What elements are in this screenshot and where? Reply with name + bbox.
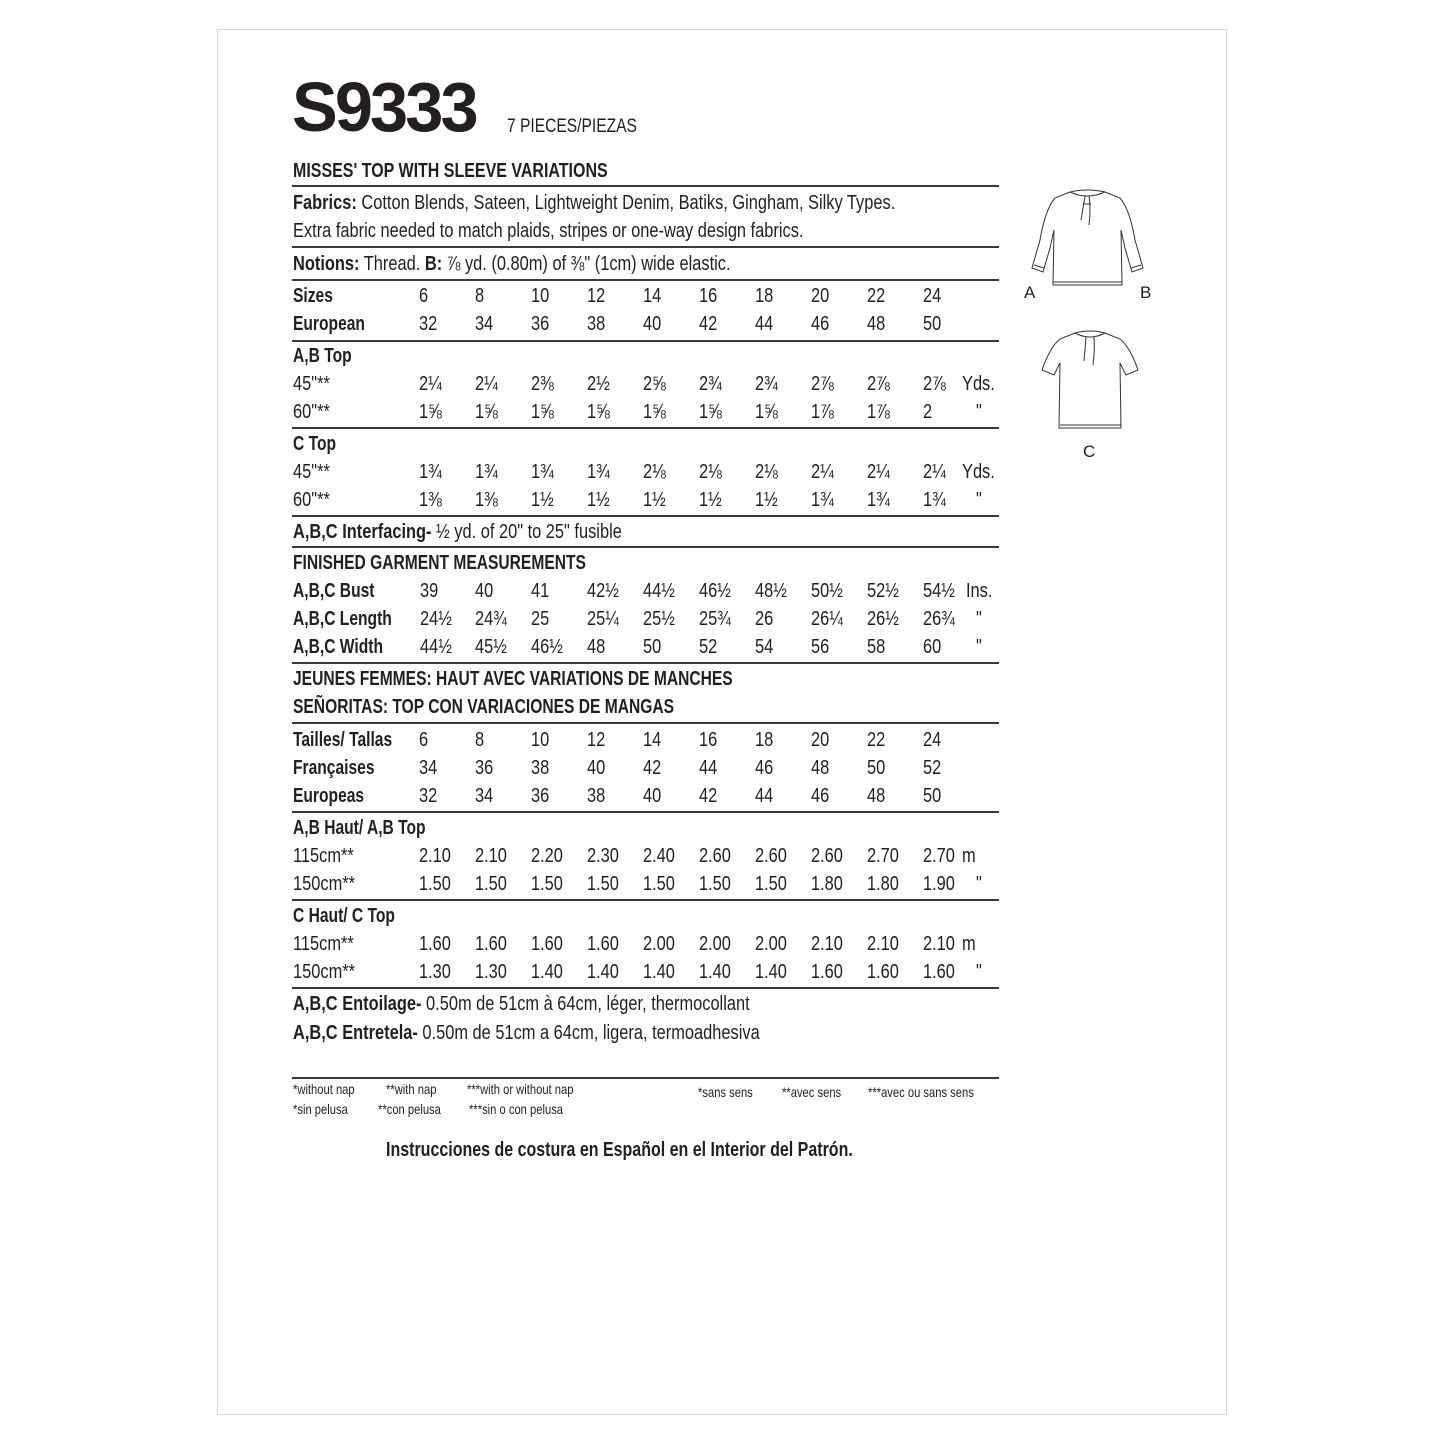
fabrics-note: Extra fabric needed to match plaids, stripes or one-way design fabrics. (293, 220, 804, 242)
table-cell: 1⅝ (475, 401, 498, 423)
table-cell: 40 (643, 785, 662, 807)
ab-haut-label: A,B Haut/ A,B Top (293, 817, 426, 839)
table-cell: 2.10 (475, 845, 507, 867)
table-cell: 1.50 (531, 873, 563, 895)
table-cell: 1.40 (699, 961, 731, 983)
table-cell: 46½ (531, 636, 563, 658)
table-cell: 6 (419, 729, 429, 751)
table-cell: 2⅞ (811, 373, 834, 395)
unit-label: " (976, 961, 982, 983)
table-cell: 2.30 (587, 845, 619, 867)
table-cell: 1½ (755, 489, 778, 511)
row-label: 115cm** (293, 933, 354, 955)
table-cell: 2.10 (867, 933, 899, 955)
table-cell: 52 (923, 757, 942, 779)
table-cell: 2¾ (755, 373, 778, 395)
fabrics-label: Fabrics: (293, 192, 357, 214)
row-label: 60"** (293, 401, 330, 423)
row-label: 150cm** (293, 961, 355, 983)
table-cell: 42 (699, 313, 718, 335)
notions-text-b: ⅞ yd. (0.80m) of ⅜" (1cm) wide elastic. (446, 253, 731, 275)
table-cell: 1⅝ (419, 401, 442, 423)
table-cell: 50½ (811, 580, 843, 602)
table-cell: 2¾ (699, 373, 722, 395)
table-cell: 58 (867, 636, 886, 658)
table-cell: 1¾ (811, 489, 834, 511)
table-cell: 2⅛ (755, 461, 778, 483)
table-cell: 1⅜ (475, 489, 498, 511)
table-cell: 46 (811, 785, 830, 807)
table-cell: 42 (643, 757, 662, 779)
table-cell: 45½ (475, 636, 507, 658)
table-cell: 2.70 (867, 845, 899, 867)
notions-label: Notions: (293, 253, 360, 275)
short-sleeve-top-sketch-icon (1040, 325, 1140, 435)
table-cell: 2.10 (923, 933, 955, 955)
table-cell: 1.50 (419, 873, 451, 895)
table-cell: 2 (923, 401, 933, 423)
view-label-b: B (1140, 283, 1152, 302)
footnote-french: ***avec ou sans sens (868, 1084, 974, 1100)
divider (292, 279, 999, 281)
table-cell: 16 (699, 729, 718, 751)
table-cell: 8 (475, 729, 485, 751)
unit-label: " (976, 636, 982, 658)
unit-label: " (976, 401, 982, 423)
row-label: 60"** (293, 489, 330, 511)
table-cell: 44½ (643, 580, 675, 602)
table-cell: 36 (531, 313, 550, 335)
table-cell: 24½ (420, 608, 452, 630)
ab-top-label: A,B Top (293, 345, 352, 367)
table-cell: 2.40 (643, 845, 675, 867)
table-cell: 2⅞ (867, 373, 890, 395)
table-cell: 2¼ (923, 461, 946, 483)
table-cell: 54 (755, 636, 774, 658)
table-cell: 1.60 (811, 961, 843, 983)
table-cell: 12 (587, 729, 606, 751)
table-cell: 2¼ (811, 461, 834, 483)
footnote-english: *without nap (293, 1081, 355, 1097)
view-label-c: C (1083, 442, 1096, 461)
table-cell: 14 (643, 729, 662, 751)
table-cell: 2⅛ (643, 461, 666, 483)
table-cell: 38 (587, 785, 606, 807)
table-cell: 2.70 (923, 845, 955, 867)
table-cell: 10 (531, 285, 550, 307)
table-cell: 2⅛ (699, 461, 722, 483)
table-cell: 25¾ (699, 608, 731, 630)
unit-label: " (976, 489, 982, 511)
sizes-label: Sizes (293, 285, 333, 307)
table-cell: 1.50 (699, 873, 731, 895)
table-cell: 1⅝ (531, 401, 554, 423)
table-cell: 26½ (867, 608, 899, 630)
finished-measurements-title: FINISHED GARMENT MEASUREMENTS (293, 552, 586, 574)
table-cell: 22 (867, 285, 886, 307)
table-cell: 1.30 (419, 961, 451, 983)
table-cell: 1⅞ (811, 401, 834, 423)
europeas-label: Europeas (293, 785, 365, 807)
table-cell: 1½ (699, 489, 722, 511)
table-cell: 1⅜ (419, 489, 442, 511)
table-cell: 2.10 (811, 933, 843, 955)
table-cell: 2.60 (755, 845, 787, 867)
table-cell: 1¾ (587, 461, 610, 483)
table-cell: 48 (587, 636, 606, 658)
divider (292, 427, 999, 429)
tailles-label: Tailles/ Tallas (293, 729, 393, 751)
table-cell: 25½ (643, 608, 675, 630)
c-top-label: C Top (293, 433, 337, 455)
table-cell: 1.60 (587, 933, 619, 955)
table-cell: 38 (587, 313, 606, 335)
view-label-a: A (1024, 283, 1036, 302)
entoilage-line: A,B,C Entoilage- 0.50m de 51cm à 64cm, léger, thermocollant (293, 993, 750, 1015)
table-cell: 2.20 (531, 845, 563, 867)
table-cell: 38 (531, 757, 550, 779)
table-cell: 1.40 (531, 961, 563, 983)
footnote-english: ***with or without nap (467, 1081, 574, 1097)
table-cell: 1.60 (867, 961, 899, 983)
measurement-label: A,B,C Length (293, 608, 392, 630)
table-cell: 1.40 (643, 961, 675, 983)
table-cell: 50 (923, 785, 942, 807)
table-cell: 24 (923, 285, 942, 307)
divider (292, 1077, 999, 1079)
table-cell: 1½ (531, 489, 554, 511)
table-cell: 41 (531, 580, 550, 602)
unit-label: Yds. (962, 461, 995, 483)
table-cell: 26¾ (923, 608, 955, 630)
table-cell: 42½ (587, 580, 619, 602)
footnote-spanish: ***sin o con pelusa (469, 1101, 564, 1117)
pieces-count: 7 PIECES/PIEZAS (507, 116, 637, 137)
long-sleeve-top-sketch-icon (1025, 180, 1150, 295)
table-cell: 1⅝ (699, 401, 722, 423)
table-cell: 1.40 (587, 961, 619, 983)
measurement-label: A,B,C Width (293, 636, 383, 658)
table-cell: 6 (419, 285, 429, 307)
table-cell: 20 (811, 285, 830, 307)
table-cell: 1.40 (755, 961, 787, 983)
table-cell: 32 (419, 785, 438, 807)
table-cell: 48 (867, 313, 886, 335)
table-cell: 46 (811, 313, 830, 335)
table-cell: 8 (475, 285, 485, 307)
table-cell: 12 (587, 285, 606, 307)
table-cell: 44½ (420, 636, 452, 658)
table-cell: 52½ (867, 580, 899, 602)
table-cell: 2⅞ (923, 373, 946, 395)
european-label: European (293, 313, 365, 335)
notions-line (293, 253, 731, 276)
table-cell: 34 (475, 785, 494, 807)
table-cell: 25 (531, 608, 550, 630)
table-cell: 2½ (587, 373, 610, 395)
table-cell: 40 (643, 313, 662, 335)
table-cell: 39 (420, 580, 439, 602)
table-cell: 1.80 (867, 873, 899, 895)
table-cell: 1⅞ (867, 401, 890, 423)
spanish-instructions-note: Instrucciones de costura en Español en el Interior del Patrón. (386, 1139, 853, 1161)
notions-label-b: B: (424, 253, 443, 275)
table-cell: 2¼ (419, 373, 442, 395)
table-cell: 2⅜ (531, 373, 554, 395)
entretela-line: A,B,C Entretela- 0.50m de 51cm a 64cm, ligera, termoadhesiva (293, 1022, 760, 1044)
table-cell: 2.60 (699, 845, 731, 867)
table-cell: 1¾ (419, 461, 442, 483)
row-label: 115cm** (293, 845, 354, 867)
divider (292, 722, 999, 724)
table-cell: 14 (643, 285, 662, 307)
table-cell: 2.00 (643, 933, 675, 955)
table-cell: 46 (755, 757, 774, 779)
table-cell: 25¼ (587, 608, 619, 630)
divider (292, 246, 999, 248)
table-cell: 22 (867, 729, 886, 751)
table-cell: 32 (419, 313, 438, 335)
table-cell: 1.80 (811, 873, 843, 895)
table-cell: 2.60 (811, 845, 843, 867)
footnote-french: **avec sens (782, 1084, 842, 1100)
fabrics-text: Cotton Blends, Sateen, Lightweight Denim, Batiks, Gingham, Silky Types. (361, 192, 896, 214)
table-cell: 1.60 (531, 933, 563, 955)
table-cell: 1½ (587, 489, 610, 511)
row-label: 45"** (293, 461, 330, 483)
table-cell: 48½ (755, 580, 787, 602)
table-cell: 44 (699, 757, 718, 779)
table-cell: 36 (531, 785, 550, 807)
interfacing-line: A,B,C Interfacing- ½ yd. of 20" to 25" fusible (293, 521, 622, 543)
pattern-title: MISSES' TOP WITH SLEEVE VARIATIONS (293, 160, 608, 182)
table-cell: 2.00 (699, 933, 731, 955)
unit-label: Ins. (966, 580, 993, 602)
table-cell: 1.60 (419, 933, 451, 955)
measurement-label: A,B,C Bust (293, 580, 375, 602)
table-cell: 1.50 (587, 873, 619, 895)
table-cell: 2.00 (755, 933, 787, 955)
footnote-spanish: **con pelusa (378, 1101, 441, 1117)
footnote-french: *sans sens (698, 1084, 753, 1100)
table-cell: 46½ (699, 580, 731, 602)
table-cell: 10 (531, 729, 550, 751)
table-cell: 1.60 (923, 961, 955, 983)
table-cell: 1.60 (475, 933, 507, 955)
table-cell: 50 (867, 757, 886, 779)
table-cell: 1⅝ (587, 401, 610, 423)
table-cell: 20 (811, 729, 830, 751)
table-cell: 48 (811, 757, 830, 779)
table-cell: 24¾ (475, 608, 507, 630)
footnote-spanish: *sin pelusa (293, 1101, 348, 1117)
table-cell: 1⅝ (755, 401, 778, 423)
table-cell: 18 (755, 729, 774, 751)
divider (292, 811, 999, 813)
divider (292, 662, 999, 664)
divider (292, 340, 999, 342)
table-cell: 2.10 (419, 845, 451, 867)
table-cell: 2⅝ (643, 373, 666, 395)
unit-label: m (962, 933, 976, 955)
table-cell: 1¾ (867, 489, 890, 511)
table-cell: 1.50 (643, 873, 675, 895)
c-haut-label: C Haut/ C Top (293, 905, 395, 927)
table-cell: 44 (755, 313, 774, 335)
table-cell: 36 (475, 757, 494, 779)
table-cell: 24 (923, 729, 942, 751)
table-cell: 1.50 (475, 873, 507, 895)
table-cell: 40 (475, 580, 494, 602)
divider (292, 987, 999, 989)
table-cell: 16 (699, 285, 718, 307)
table-cell: 2¼ (475, 373, 498, 395)
pattern-number: S9333 (292, 68, 476, 146)
notions-text-a: Thread. (363, 253, 421, 275)
table-cell: 26¼ (811, 608, 843, 630)
table-cell: 50 (643, 636, 662, 658)
table-cell: 40 (587, 757, 606, 779)
table-cell: 1¾ (475, 461, 498, 483)
table-cell: 18 (755, 285, 774, 307)
spanish-title: SEÑORITAS: TOP CON VARIACIONES DE MANGAS (293, 696, 675, 718)
unit-label: m (962, 845, 976, 867)
table-cell: 1½ (643, 489, 666, 511)
table-cell: 44 (755, 785, 774, 807)
unit-label: " (976, 608, 982, 630)
divider (292, 899, 999, 901)
table-cell: 56 (811, 636, 830, 658)
fabrics-line (293, 192, 895, 215)
unit-label: Yds. (962, 373, 995, 395)
table-cell: 54½ (923, 580, 955, 602)
table-cell: 1⅝ (643, 401, 666, 423)
table-cell: 34 (475, 313, 494, 335)
divider (292, 515, 999, 517)
unit-label: " (976, 873, 982, 895)
table-cell: 50 (923, 313, 942, 335)
table-cell: 2¼ (867, 461, 890, 483)
table-cell: 26 (755, 608, 774, 630)
table-cell: 1.30 (475, 961, 507, 983)
footnote-english: **with nap (386, 1081, 437, 1097)
table-cell: 1.90 (923, 873, 955, 895)
divider (292, 546, 999, 548)
table-cell: 1.50 (755, 873, 787, 895)
table-cell: 52 (699, 636, 718, 658)
row-label: 150cm** (293, 873, 355, 895)
row-label: 45"** (293, 373, 330, 395)
table-cell: 60 (923, 636, 942, 658)
table-cell: 48 (867, 785, 886, 807)
table-cell: 34 (419, 757, 438, 779)
francaises-label: Françaises (293, 757, 375, 779)
table-cell: 1¾ (923, 489, 946, 511)
french-title: JEUNES FEMMES: HAUT AVEC VARIATIONS DE MANCHES (293, 668, 733, 690)
table-cell: 42 (699, 785, 718, 807)
divider (292, 185, 999, 187)
table-cell: 1¾ (531, 461, 554, 483)
